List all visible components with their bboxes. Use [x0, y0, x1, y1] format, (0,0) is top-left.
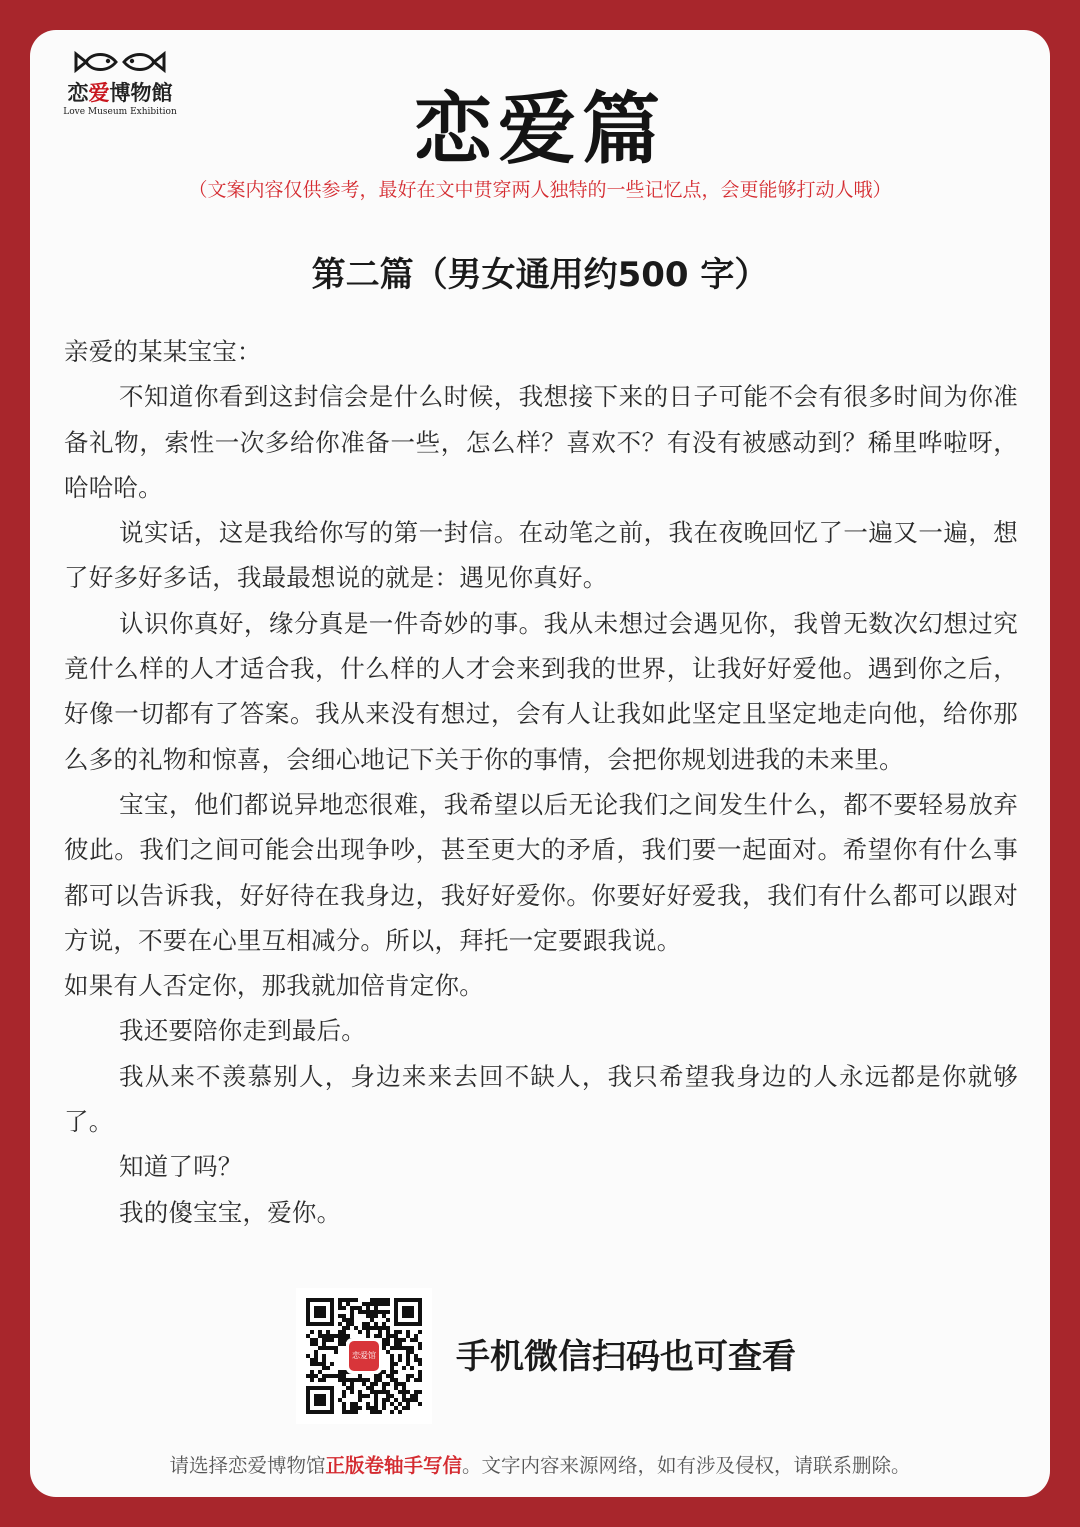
footer-highlight: 正版卷轴手写信	[325, 1454, 462, 1477]
letter-card	[30, 30, 1050, 1497]
letter-paragraph: 我从来不羡慕别人，身边来来去回不缺人，我只希望我身边的人永远都是你就够了。	[64, 1061, 1018, 1137]
footer-disclaimer: 请选择恋爱博物馆正版卷轴手写信。文字内容来源网络，如有涉及侵权，请联系删除。	[169, 1454, 911, 1477]
letter-paragraph: 不知道你看到这封信会是什么时候，我想接下来的日子可能不会有很多时间为你准备礼物，索性一次多给你准备一些，怎么样？喜欢不？有没有被感动到？稀里哗啦呀，哈哈哈。	[64, 382, 1018, 502]
page-title: 恋爱篇	[413, 84, 666, 175]
logo-english: Love Museum Exhibition	[63, 107, 177, 117]
letter-paragraph: 知道了吗？	[119, 1152, 243, 1182]
letter-paragraph: 我的傻宝宝，爱你。	[119, 1197, 342, 1227]
wechat-qr-code[interactable]	[296, 1288, 432, 1424]
qr-caption: 手机微信扫码也可查看	[456, 1337, 796, 1377]
letter-paragraph: 我还要陪你走到最后。	[119, 1016, 366, 1046]
section-subtitle: 第二篇（男女通用约500 字）	[311, 255, 769, 295]
letter-paragraph: 说实话，这是我给你写的第一封信。在动笔之前，我在夜晚回忆了一遍又一遍，想了好多好多话，我最最想说的就是：遇见你真好。	[64, 518, 1018, 593]
letter-paragraph: 宝宝，他们都说异地恋很难，我希望以后无论我们之间发生什么，都不要轻易放弃彼此。我们之间可能会出现争吵，甚至更大的矛盾，我们要一起面对。希望你有什么事都可以告诉我，好好待在我身边，我好好爱你。你要好好爱我，我们有什么都可以跟对方说，不要在心里互相减分。所以，拜托一定要跟我说。	[64, 789, 1018, 955]
letter-paragraph: 认识你真好，缘分真是一件奇妙的事。我从未想过会遇见你，我曾无数次幻想过究竟什么样的人才适合我，什么样的人才会来到我的世界，让我好好爱他。遇到你之后，好像一切都有了答案。我从来没有想过，会有人让我如此坚定且坚定地走向他，给你那么多的礼物和惊喜，会细心地记下关于你的事情，会把你规划进我的未来里。	[64, 608, 1018, 774]
fish-logo-icon	[72, 50, 168, 74]
qr-center-badge: 恋爱馆	[346, 1338, 382, 1374]
reference-note: （文案内容仅供参考，最好在文中贯穿两人独特的一些记忆点，会更能够打动人哦）	[188, 179, 892, 201]
letter-greeting: 亲爱的某某宝宝：	[64, 337, 262, 366]
letter-paragraph: 如果有人否定你，那我就加倍肯定你。	[64, 971, 484, 1001]
logo-name: 恋爱博物館	[67, 80, 173, 105]
letter-body	[64, 329, 1018, 1235]
